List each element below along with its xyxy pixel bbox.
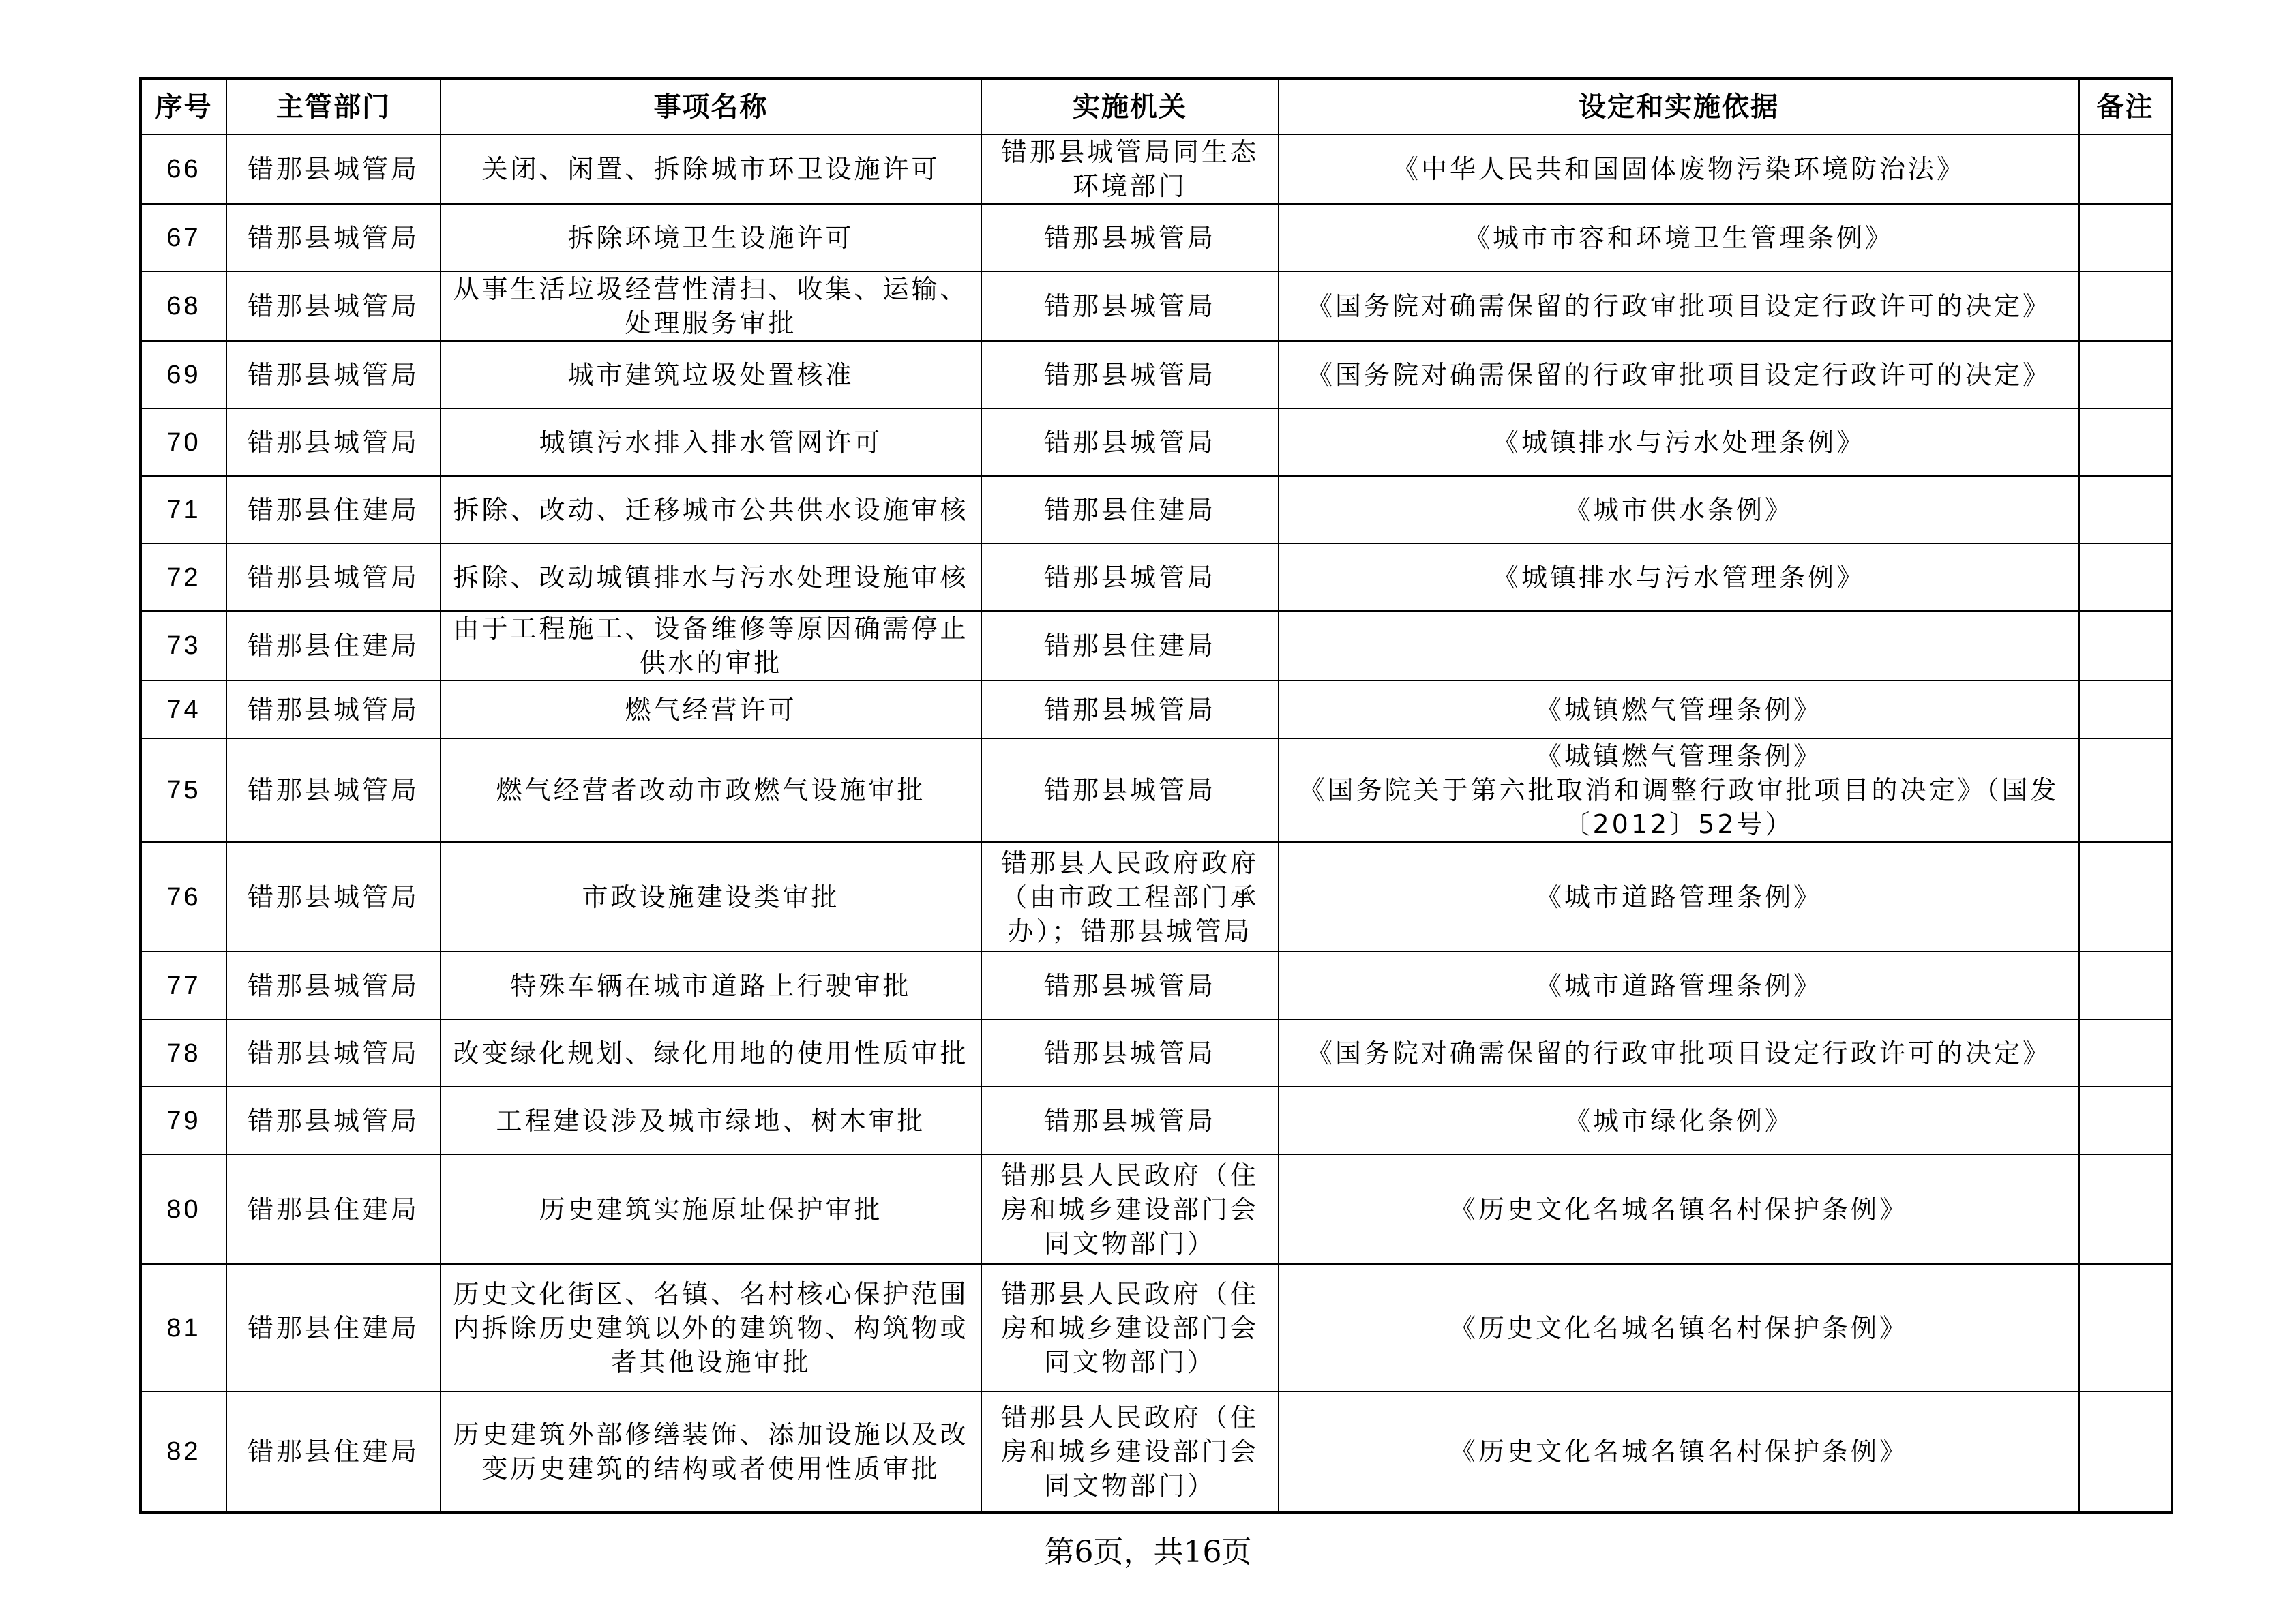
cell-item: 城市建筑垃圾处置核准 <box>441 341 981 408</box>
cell-item: 工程建设涉及城市绿地、树木审批 <box>441 1087 981 1154</box>
cell-note <box>2079 611 2172 680</box>
cell-agency: 错那县城管局 <box>981 204 1279 271</box>
cell-item: 拆除、改动、迁移城市公共供水设施审核 <box>441 476 981 543</box>
page-footer: 第6页，共16页 <box>1044 1535 1252 1570</box>
table-row <box>140 680 2172 738</box>
cell-agency: 错那县住建局 <box>981 476 1279 543</box>
cell-note <box>2079 204 2172 271</box>
cell-agency: 错那县城管局同生态环境部门 <box>981 134 1279 204</box>
cell-basis: 《国务院对确需保留的行政审批项目设定行政许可的决定》 <box>1279 1019 2079 1087</box>
cell-seq: 75 <box>140 738 226 842</box>
header-seq: 序号 <box>140 78 226 134</box>
table-row <box>140 1019 2172 1087</box>
cell-item: 特殊车辆在城市道路上行驶审批 <box>441 952 981 1019</box>
cell-dept: 错那县城管局 <box>226 204 441 271</box>
cell-dept: 错那县城管局 <box>226 842 441 952</box>
cell-note <box>2079 271 2172 341</box>
cell-seq: 80 <box>140 1154 226 1264</box>
cell-note <box>2079 738 2172 842</box>
cell-note <box>2079 1087 2172 1154</box>
header-row <box>140 78 2172 134</box>
cell-seq: 78 <box>140 1019 226 1087</box>
table-row <box>140 1154 2172 1264</box>
cell-seq: 69 <box>140 341 226 408</box>
cell-basis: 《历史文化名城名镇名村保护条例》 <box>1279 1264 2079 1392</box>
table-row <box>140 408 2172 476</box>
table-row <box>140 1392 2172 1512</box>
cell-item: 燃气经营许可 <box>441 680 981 738</box>
cell-basis: 《城市绿化条例》 <box>1279 1087 2079 1154</box>
cell-item: 历史建筑实施原址保护审批 <box>441 1154 981 1264</box>
cell-agency: 错那县城管局 <box>981 271 1279 341</box>
cell-agency: 错那县城管局 <box>981 952 1279 1019</box>
cell-basis: 《中华人民共和国固体废物污染环境防治法》 <box>1279 134 2079 204</box>
cell-seq: 66 <box>140 134 226 204</box>
cell-agency: 错那县人民政府政府（由市政工程部门承办）；错那县城管局 <box>981 842 1279 952</box>
cell-dept: 错那县城管局 <box>226 543 441 611</box>
table-row <box>140 341 2172 408</box>
table-row <box>140 1264 2172 1392</box>
table-row <box>140 611 2172 680</box>
cell-basis: 《城镇排水与污水处理条例》 <box>1279 408 2079 476</box>
table-row <box>140 738 2172 842</box>
table-row <box>140 1087 2172 1154</box>
cell-basis: 《城市道路管理条例》 <box>1279 952 2079 1019</box>
table-row <box>140 271 2172 341</box>
cell-basis: 《城市道路管理条例》 <box>1279 842 2079 952</box>
cell-seq: 71 <box>140 476 226 543</box>
header-dept: 主管部门 <box>226 78 441 134</box>
cell-item: 从事生活垃圾经营性清扫、收集、运输、处理服务审批 <box>441 271 981 341</box>
cell-basis: 《城镇燃气管理条例》 <box>1279 680 2079 738</box>
cell-note <box>2079 680 2172 738</box>
header-item: 事项名称 <box>441 78 981 134</box>
cell-agency: 错那县城管局 <box>981 341 1279 408</box>
cell-seq: 82 <box>140 1392 226 1512</box>
cell-seq: 72 <box>140 543 226 611</box>
cell-basis: 《历史文化名城名镇名村保护条例》 <box>1279 1154 2079 1264</box>
cell-note <box>2079 1154 2172 1264</box>
items-table <box>139 77 2173 1514</box>
cell-item: 拆除环境卫生设施许可 <box>441 204 981 271</box>
cell-note <box>2079 408 2172 476</box>
cell-agency: 错那县人民政府（住房和城乡建设部门会同文物部门） <box>981 1392 1279 1512</box>
cell-item: 拆除、改动城镇排水与污水处理设施审核 <box>441 543 981 611</box>
cell-item: 城镇污水排入排水管网许可 <box>441 408 981 476</box>
cell-dept: 错那县住建局 <box>226 1154 441 1264</box>
table-row <box>140 134 2172 204</box>
cell-dept: 错那县住建局 <box>226 1392 441 1512</box>
cell-agency: 错那县住建局 <box>981 611 1279 680</box>
header-agency: 实施机关 <box>981 78 1279 134</box>
cell-dept: 错那县城管局 <box>226 134 441 204</box>
cell-note <box>2079 543 2172 611</box>
cell-note <box>2079 476 2172 543</box>
cell-seq: 70 <box>140 408 226 476</box>
cell-item: 关闭、闲置、拆除城市环卫设施许可 <box>441 134 981 204</box>
cell-seq: 79 <box>140 1087 226 1154</box>
cell-dept: 错那县住建局 <box>226 611 441 680</box>
cell-note <box>2079 952 2172 1019</box>
cell-basis <box>1279 611 2079 680</box>
cell-dept: 错那县城管局 <box>226 738 441 842</box>
cell-basis: 《城镇排水与污水管理条例》 <box>1279 543 2079 611</box>
table-row <box>140 952 2172 1019</box>
cell-agency: 错那县人民政府（住房和城乡建设部门会同文物部门） <box>981 1154 1279 1264</box>
cell-dept: 错那县城管局 <box>226 1019 441 1087</box>
cell-seq: 67 <box>140 204 226 271</box>
cell-note <box>2079 134 2172 204</box>
cell-note <box>2079 1264 2172 1392</box>
cell-seq: 77 <box>140 952 226 1019</box>
cell-item: 市政设施建设类审批 <box>441 842 981 952</box>
cell-dept: 错那县城管局 <box>226 271 441 341</box>
table-row <box>140 842 2172 952</box>
header-note: 备注 <box>2079 78 2172 134</box>
cell-item: 改变绿化规划、绿化用地的使用性质审批 <box>441 1019 981 1087</box>
cell-dept: 错那县城管局 <box>226 1087 441 1154</box>
cell-basis: 《国务院对确需保留的行政审批项目设定行政许可的决定》 <box>1279 271 2079 341</box>
table-row <box>140 476 2172 543</box>
cell-note <box>2079 842 2172 952</box>
cell-basis: 《历史文化名城名镇名村保护条例》 <box>1279 1392 2079 1512</box>
cell-item: 历史建筑外部修缮装饰、添加设施以及改变历史建筑的结构或者使用性质审批 <box>441 1392 981 1512</box>
cell-agency: 错那县城管局 <box>981 543 1279 611</box>
header-basis: 设定和实施依据 <box>1279 78 2079 134</box>
cell-seq: 76 <box>140 842 226 952</box>
cell-basis: 《城市市容和环境卫生管理条例》 <box>1279 204 2079 271</box>
cell-agency: 错那县城管局 <box>981 1019 1279 1087</box>
cell-basis: 《城镇燃气管理条例》 《国务院关于第六批取消和调整行政审批项目的决定》（国发〔2012〕52号） <box>1279 738 2079 842</box>
cell-dept: 错那县城管局 <box>226 341 441 408</box>
table-row <box>140 543 2172 611</box>
cell-dept: 错那县城管局 <box>226 680 441 738</box>
cell-seq: 74 <box>140 680 226 738</box>
table-row <box>140 204 2172 271</box>
cell-note <box>2079 1019 2172 1087</box>
cell-agency: 错那县城管局 <box>981 738 1279 842</box>
cell-dept: 错那县城管局 <box>226 408 441 476</box>
cell-seq: 68 <box>140 271 226 341</box>
cell-note <box>2079 1392 2172 1512</box>
cell-agency: 错那县城管局 <box>981 408 1279 476</box>
cell-item: 燃气经营者改动市政燃气设施审批 <box>441 738 981 842</box>
cell-agency: 错那县城管局 <box>981 1087 1279 1154</box>
cell-dept: 错那县城管局 <box>226 952 441 1019</box>
cell-agency: 错那县城管局 <box>981 680 1279 738</box>
cell-agency: 错那县人民政府（住房和城乡建设部门会同文物部门） <box>981 1264 1279 1392</box>
cell-item: 由于工程施工、设备维修等原因确需停止供水的审批 <box>441 611 981 680</box>
table-body <box>140 134 2172 1512</box>
cell-note <box>2079 341 2172 408</box>
cell-seq: 73 <box>140 611 226 680</box>
cell-basis: 《城市供水条例》 <box>1279 476 2079 543</box>
cell-seq: 81 <box>140 1264 226 1392</box>
cell-dept: 错那县住建局 <box>226 476 441 543</box>
cell-basis: 《国务院对确需保留的行政审批项目设定行政许可的决定》 <box>1279 341 2079 408</box>
cell-dept: 错那县住建局 <box>226 1264 441 1392</box>
cell-item: 历史文化街区、名镇、名村核心保护范围内拆除历史建筑以外的建筑物、构筑物或者其他设施审批 <box>441 1264 981 1392</box>
